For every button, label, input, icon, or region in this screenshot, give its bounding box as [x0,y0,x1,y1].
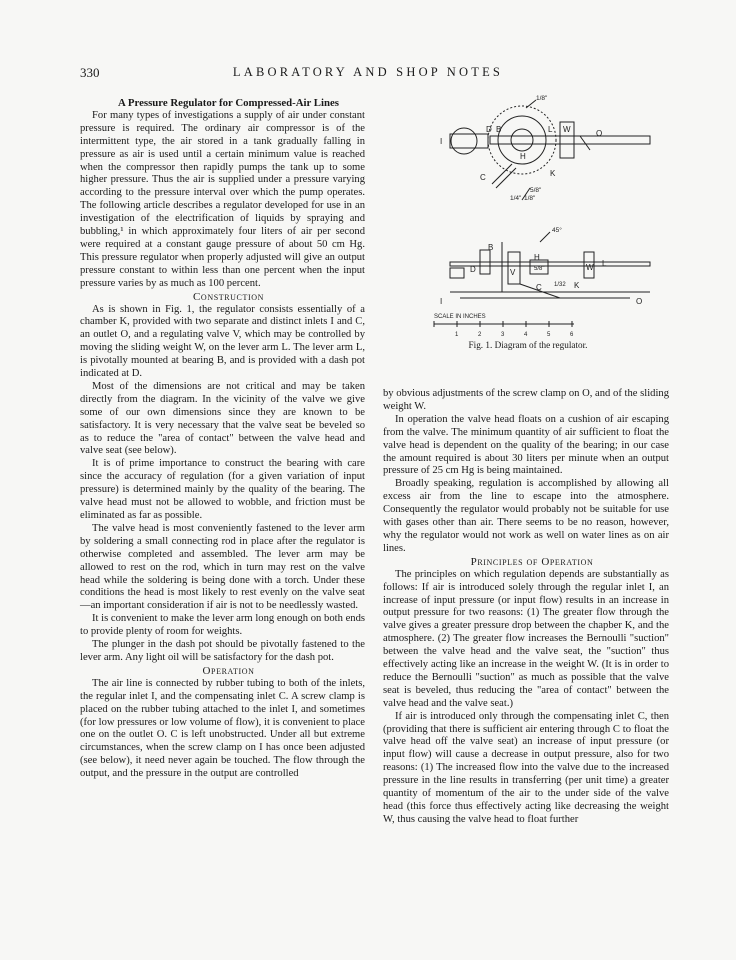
label-dim1: 1/8" [536,95,548,102]
paragraph: The valve head is most conveniently fastened to the lever arm by soldering a small connecting rod in place after the regulator is otherwise completed and assembled. The lever arm may be allowed to rest on the rod, which in turn may rest on the valve head while the soldering is being done with a torch. Under these conditions the head is most likely to rest evenly on the valve seat—an important consideration if air is not to be needlessly wasted. [80,522,365,612]
right-column-body [383,388,669,827]
scale-label: SCALE IN INCHES [434,314,486,320]
label-W-side: W [586,263,594,272]
section-heading: Construction [193,290,264,303]
scale-tick-label: 2 [478,332,482,338]
label-H-top: H [520,152,526,161]
scale-tick-label: 5 [547,332,551,338]
label-dim4: 1/4" [510,195,522,202]
inlet-pipe-top [450,134,488,148]
label-D-top: D [486,125,492,134]
label-B-top: B [496,125,502,134]
paragraph: It is of prime importance to construct the bearing with care since the accuracy of regulation (for a given variation of input pressure) is determined mainly by the quality of the bearing. The valve head must not be allowed to wobble, and friction must be eliminated as far as possible. [80,458,365,521]
paragraph: by obvious adjustments of the screw clamp on O, and of the sliding weight W. [383,388,669,412]
valve-head-top [511,129,533,151]
scale-tick-label: 1 [455,332,459,338]
label-C-top: C [480,173,486,182]
label-L-side: L [602,259,607,268]
scale-tick-label: 3 [501,332,505,338]
figure-caption: Fig. 1. Diagram of the regulator. [468,340,588,350]
label-dim2-side: 1/32 [554,282,566,288]
scale-tick-label: 4 [524,332,528,338]
label-O-top: O [596,129,603,138]
paragraph: As is shown in Fig. 1, the regulator consists essentially of a chamber K, provided with two separate and distinct inlets I and C, an outlet O, and a regulating valve V, which may be controlled by moving the sliding weight W, on the lever arm L. The lever arm L, is pivotally mounted at bearing B, and is provided with a dash pot indicated at D. [80,303,365,380]
running-title: LABORATORY AND SHOP NOTES [232,65,504,79]
label-O-side: O [636,297,643,306]
label-dim2: 5/8" [530,187,542,194]
paragraph: The plunger in the dash pot should be pivotally fastened to the lever arm. Any light oil will be satisfactory for the dash pot. [80,639,365,663]
scale-tick-label: 6 [570,332,574,338]
article-title: A Pressure Regulator for Compressed-Air Lines [117,97,340,109]
label-dim3: 1/8" [524,195,536,202]
label-K-side: K [574,281,580,290]
angle-leader [540,232,550,242]
label-angle-side: 45° [552,227,562,234]
regulator-diagram [430,92,670,350]
label-I-top: I [440,137,443,146]
paragraph: Most of the dimensions are not critical and may be taken directly from the diagram. In the vicinity of the valve we give some of our own dimensions since they are known to be satisfactory. It is very necessary that the valve seat be beveled so as to reduce the "area of contact" between the valve head and valve seat (see below). [80,380,365,457]
label-dim-side: 5/8" [534,266,545,272]
label-K-top: K [550,169,556,178]
paragraph: The principles on which regulation depends are substantially as follows: If air is introduced solely through the regular inlet I, an increase of input pressure (or input flow) results in an increase in output pressure for two reasons: (1) The greater flow through the valve gives a greater pressure drop between the chapber K, and the atmosphere. (2) The greater flow increases the Bernoulli "suction" between the valve head and the valve seat, the "suction" thus effectively acting like an increase in the weight W. (It is in order to reduce the Bernoulli "suction" as much as possible that the valve seat is beveled, thus reducing the "area of contact" between the valve head and the valve seat.) [383,568,669,709]
paragraph: The air line is connected by rubber tubing to both of the inlets, the regular inlet I, and the compensating inlet C. A screw clamp is placed on the rubber tubing attached to the inlet I, and sometimes (for low pressures or low volume of flow), it is convenient to place one on the outlet O. C is left unobstructed. Under all but extreme circumstances, when the screw clamp on I has once been adjusted (see below), it need never again be touched. The flow through the output, and the pressure in the output are controlled [80,677,365,780]
label-L-top: L [548,125,553,134]
lever-arm-top [490,136,650,144]
label-B-side: B [488,243,494,252]
paragraph: For many types of investigations a supply of air under constant pressure is required. The ordinary air compressor is of the intermittent type, the air stored in a tank gradually falling in pressure as air is used until a certain minimum value is reached when the compressor then rapidly pumps the tank up to some higher pressure. Thus the air is supplied under a pressure varying according to the pressure interval over which the pump operates. The following article describes a regulator developed for use in an investigation of the electrification of liquids by spraying and bubbling,¹ in which approximately four liters of air per second were required at a constant gauge pressure of about 50 cm Hg. This pressure regulator when properly adjusted will give an output pressure constant to within less than one percent when the input pressure varies by as much as 100 percent. [80,109,365,289]
compensating-inlet-line2 [496,168,516,188]
label-D-side: D [470,265,476,274]
section-heading: Operation [202,664,255,677]
label-I-side: I [440,297,443,306]
label-W-top: W [563,125,571,134]
compensating-inlet-line1 [492,164,512,184]
paragraph: If air is introduced only through the compensating inlet C, then (providing that there is sufficient air entering through C to float the valve head off the valve seat) an increase of input pressure (or input flow) will cause a decrease in output pressure, also for two reasons: (1) The increased flow into the valve due to the increased pressure in the line results in transferring (per unit time) a greater quantity of momentum of the air to the under side of the valve head (this force thus effectively acting like decreasing the weight W, thus causing the valve head to float further [383,710,669,825]
paragraph: In operation the valve head floats on a cushion of air escaping from the valve. The minimum quantity of air sufficient to float the valve head is dependent on the quality of the bearing; in our case the amount required is about 30 liters per minute when an output pressure of 25 cm Hg is being maintained. [383,413,669,477]
paragraph: It is convenient to make the lever arm long enough on both ends to provide plenty of room for weights. [80,613,365,638]
label-V-side: V [510,268,516,277]
inlet-pipe-side [450,268,464,278]
left-column-body [80,110,365,781]
page-number: 330 [80,65,100,80]
dashpot-top [451,128,477,154]
label-C-side: C [536,283,542,292]
label-H-side: H [534,253,540,262]
lever-detail-top [580,136,590,150]
left-column [80,97,365,781]
paragraph: Broadly speaking, regulation is accomplished by allowing all excess air from the line to escape into the atmosphere. Consequently the regulator would probably not be suitable for use with gases other than air. There seems to be no reason, however, why the regulator would not work as well on water lines as on air lines. [383,478,669,554]
right-column [383,388,669,827]
regulator-diagram-svg [430,92,670,350]
section-heading: Principles of Operation [470,555,594,568]
